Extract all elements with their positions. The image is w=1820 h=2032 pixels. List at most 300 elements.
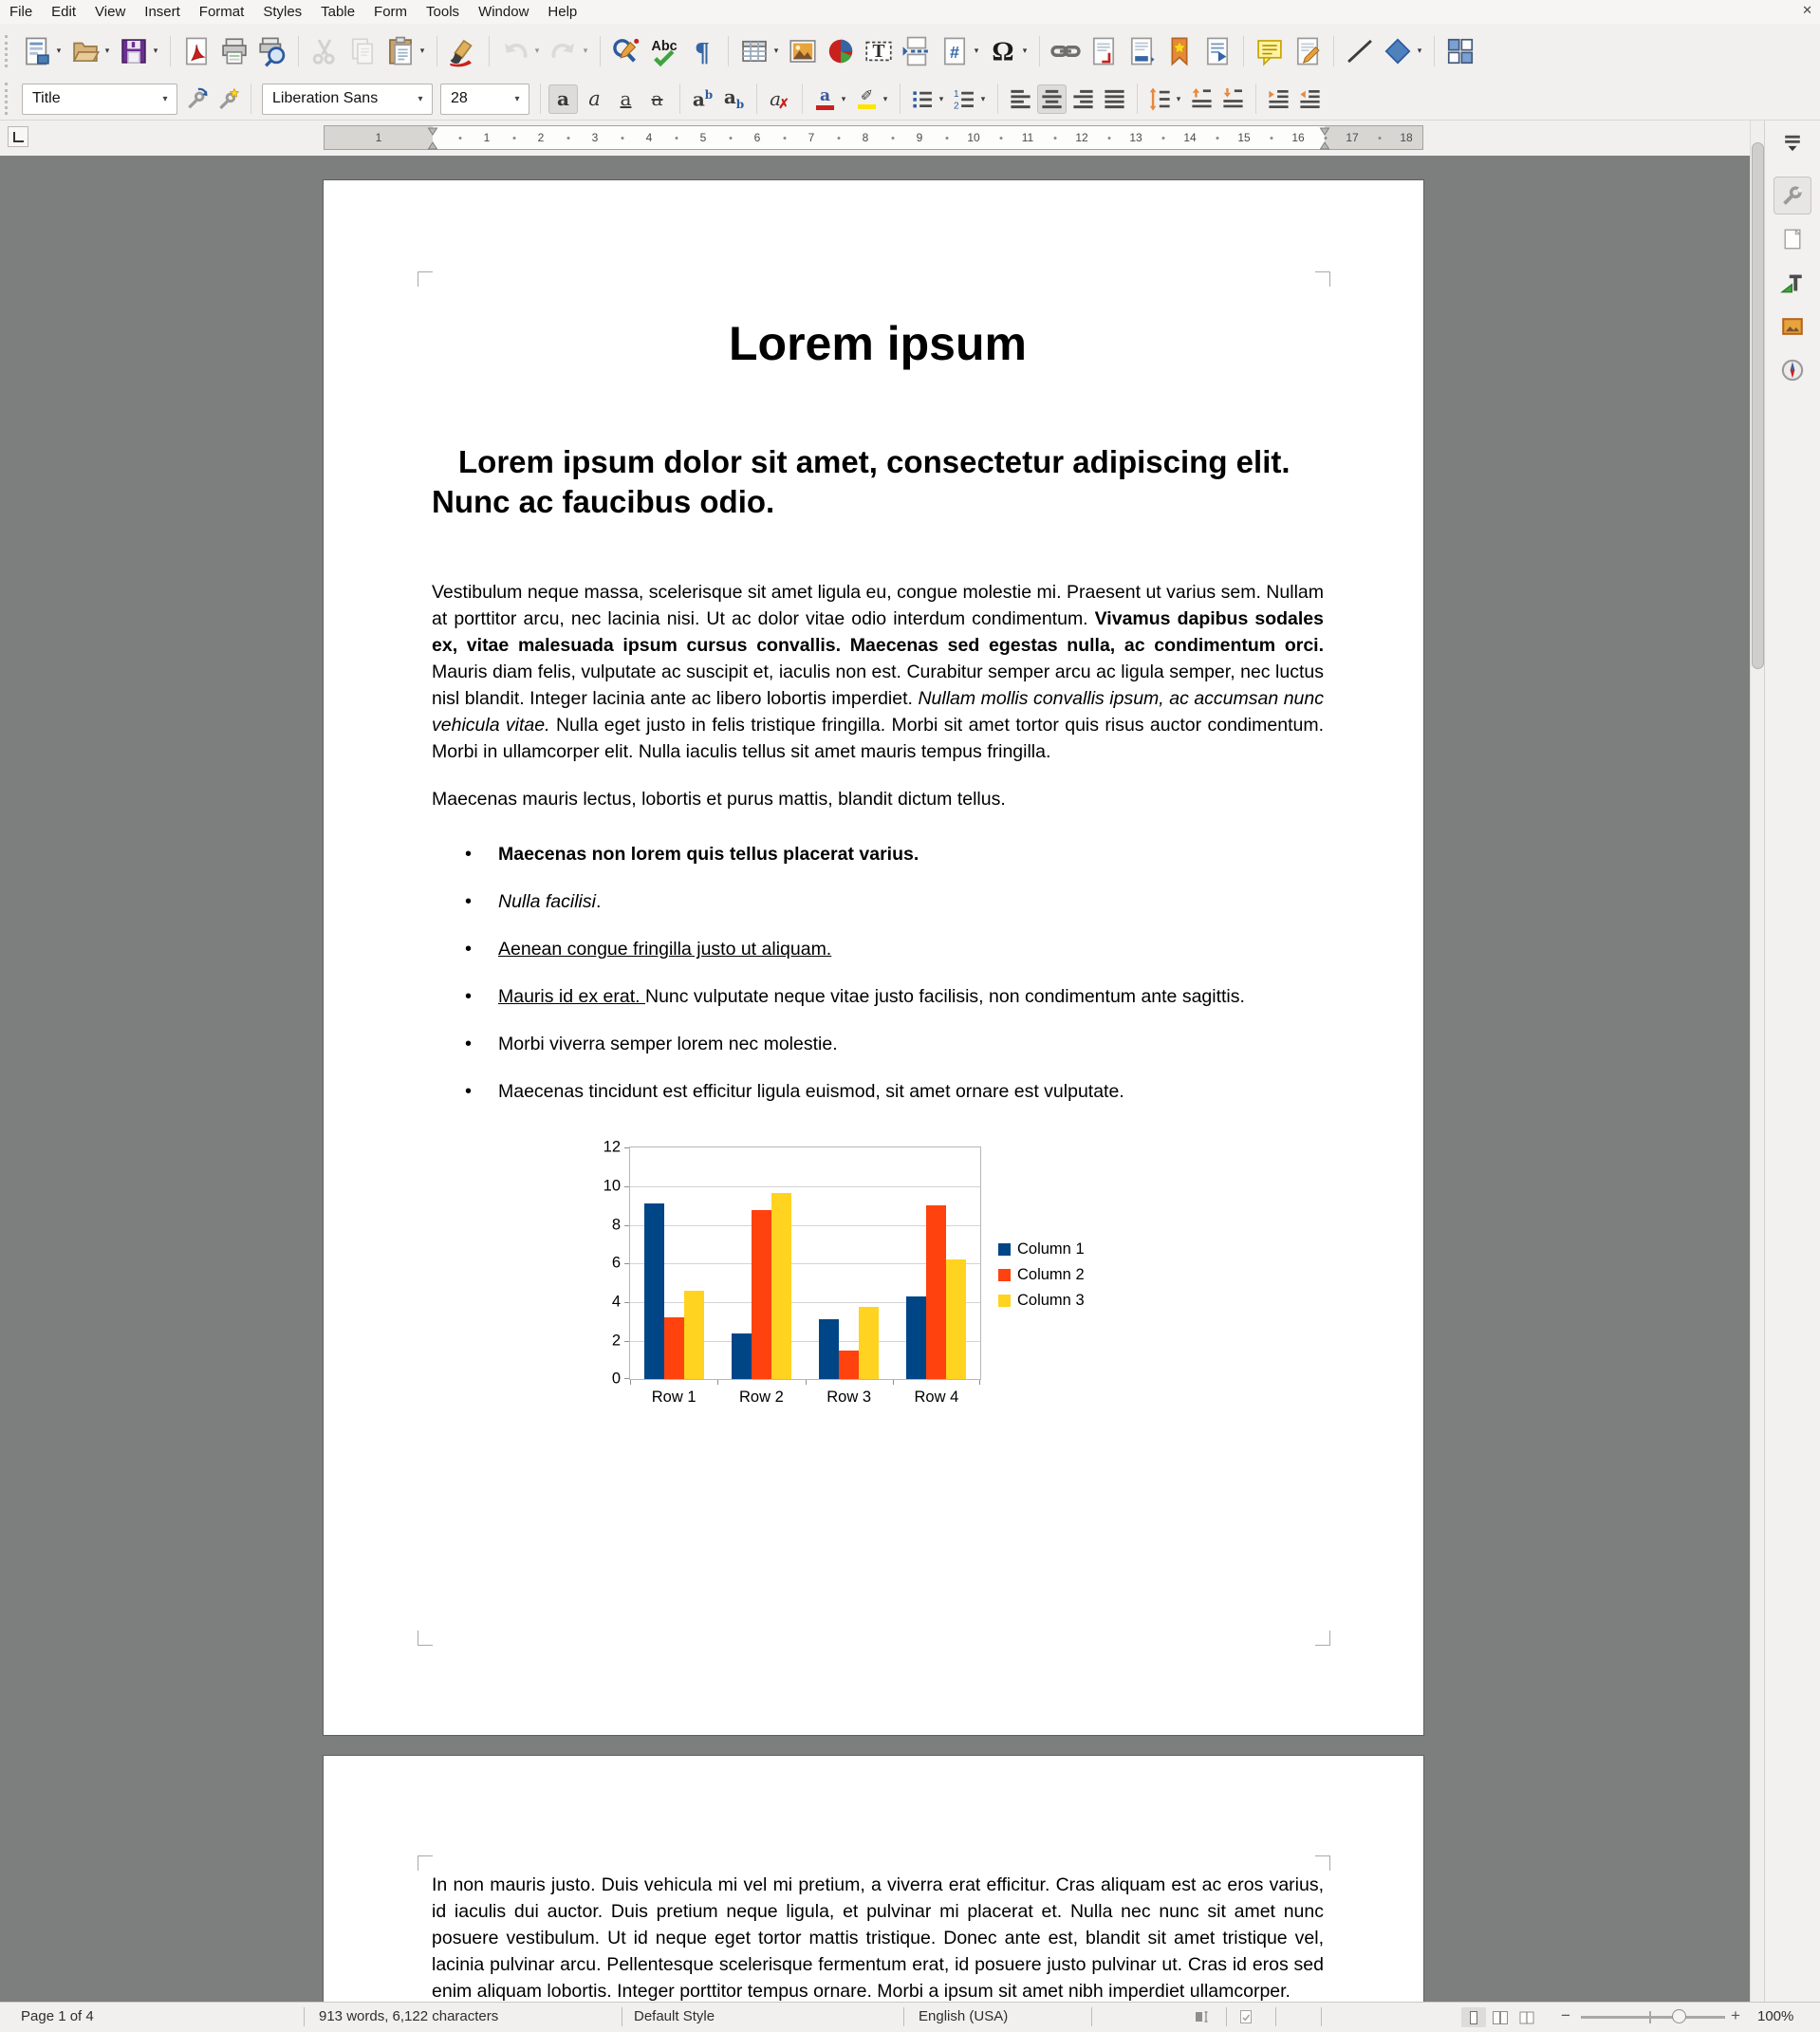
menu-items — [0, 2, 586, 22]
ruler-number: 10 — [967, 131, 980, 144]
chevron-down-icon[interactable]: ▾ — [162, 93, 168, 104]
legend-item — [998, 1262, 1085, 1288]
find-and-replace-button[interactable] — [608, 33, 644, 69]
paragraph-style-combo[interactable] — [22, 84, 177, 115]
insert-hyperlink-icon — [1049, 35, 1082, 67]
ruler-number: 13 — [1129, 131, 1142, 144]
chart-x-category-label: Row 1 — [651, 1389, 696, 1407]
insert-table-icon — [738, 35, 771, 67]
font-name-combo[interactable] — [262, 84, 433, 115]
italic-button[interactable] — [580, 84, 609, 114]
update-style-button[interactable] — [182, 84, 212, 114]
align-right-icon — [1070, 86, 1096, 112]
toolbar-separator — [170, 36, 171, 66]
copy-button[interactable] — [344, 33, 381, 69]
insert-cross-reference-icon — [1201, 35, 1234, 67]
standard-toolbar — [0, 24, 1820, 79]
gallery-icon — [1780, 314, 1805, 339]
basic-shapes-icon — [1382, 35, 1414, 67]
chart-y-tick-label: 6 — [611, 1254, 621, 1272]
clear-formatting-button[interactable] — [765, 84, 794, 114]
list-item: • Maecenas non lorem quis tellus placerat varius. — [432, 841, 1324, 867]
ruler — [0, 120, 1765, 156]
insert-comment-icon — [1254, 35, 1286, 67]
chart-x-category-label: Row 2 — [738, 1389, 784, 1407]
zoom-slider-thumb[interactable] — [1672, 2009, 1686, 2023]
paragraph-style-value: Title — [32, 90, 61, 106]
insert-mode-icon[interactable] — [1194, 2008, 1211, 2025]
chevron-down-icon[interactable]: ▾ — [514, 93, 520, 104]
chevron-down-icon[interactable]: ▾ — [1176, 93, 1181, 103]
clone-formatting-button[interactable] — [445, 33, 481, 69]
status-bar — [0, 2002, 1820, 2032]
insert-field-button[interactable] — [937, 33, 983, 69]
insert-comment-button[interactable] — [1252, 33, 1288, 69]
page-1[interactable] — [324, 180, 1423, 1735]
chart-legend — [998, 1237, 1085, 1314]
menu-table[interactable]: Table — [321, 4, 356, 20]
chevron-down-icon[interactable]: ▾ — [153, 46, 158, 55]
italic-icon: a — [588, 86, 601, 110]
ruler-tick — [1378, 137, 1381, 140]
strikethrough-icon: a — [651, 87, 663, 110]
save-button[interactable] — [116, 33, 162, 69]
menu-bar — [0, 0, 1820, 24]
text-boundary-corner — [1315, 1855, 1330, 1871]
ruler-tick — [837, 137, 840, 140]
navigator-icon — [1780, 358, 1805, 382]
increase-indent-icon — [1266, 86, 1291, 112]
toolbar-separator — [997, 84, 998, 114]
chart-gridline — [630, 1186, 980, 1187]
export-pdf-button[interactable] — [178, 33, 214, 69]
list-item: • Mauris id ex erat. Nunc vulputate neque vitae justo facilisis, non condimentum ante sagittis. — [432, 983, 1324, 1010]
chevron-down-icon[interactable]: ▾ — [56, 46, 62, 55]
page-2[interactable] — [324, 1756, 1423, 2003]
insert-special-character-icon — [987, 35, 1019, 67]
chevron-down-icon[interactable]: ▾ — [882, 93, 888, 103]
toolbar-grip[interactable] — [5, 83, 10, 115]
insert-page-break-icon — [901, 35, 933, 67]
chevron-down-icon[interactable]: ▾ — [419, 46, 425, 55]
toolbar-separator — [728, 36, 729, 66]
ruler-number: 15 — [1237, 131, 1251, 144]
decrease-indent-button[interactable] — [1295, 84, 1325, 114]
toolbar-separator — [802, 84, 803, 114]
text-boundary-corner — [418, 1855, 433, 1871]
ruler-number: 5 — [699, 131, 707, 144]
paste-button[interactable] — [382, 33, 429, 69]
document-title: Lorem ipsum — [729, 317, 1027, 370]
chart-x-category-label: Row 4 — [914, 1389, 959, 1407]
ruler-tick — [1053, 137, 1056, 140]
document-canvas[interactable] — [0, 156, 1751, 2003]
spelling-button[interactable] — [646, 33, 682, 69]
decrease-paragraph-spacing-button[interactable] — [1218, 84, 1248, 114]
print-icon — [218, 35, 251, 67]
chevron-down-icon[interactable]: ▾ — [1022, 46, 1028, 55]
zoom-level[interactable]: 100% — [1757, 2008, 1794, 2024]
formatting-toolbar — [0, 78, 1820, 121]
sidebar-tab-bar — [1764, 120, 1820, 2003]
toolbar-separator — [1243, 36, 1244, 66]
text-boundary-corner — [1315, 271, 1330, 287]
chart-bar-row3-column1 — [819, 1319, 839, 1379]
subscript-icon: $a_b$ — [723, 85, 745, 111]
print-button[interactable] — [216, 33, 252, 69]
chevron-down-icon[interactable]: ▾ — [418, 93, 423, 104]
toolbar-separator — [600, 36, 601, 66]
chart-x-category-label: Row 3 — [826, 1389, 872, 1407]
page-icon — [1780, 227, 1805, 252]
export-pdf-icon — [180, 35, 213, 67]
font-size-value: 28 — [451, 90, 468, 106]
save-icon — [118, 35, 150, 67]
ruler-number: 3 — [591, 131, 599, 144]
zoom-in-button[interactable]: + — [1731, 2006, 1740, 2024]
sidebar-tab-properties[interactable] — [1774, 177, 1811, 214]
menu-form[interactable]: Form — [374, 4, 408, 20]
svg-text:2: 2 — [954, 101, 959, 112]
list-item: • Morbi viverra semper lorem nec molestie. — [432, 1031, 1324, 1057]
toolbar-separator — [1434, 36, 1435, 66]
menu-styles[interactable]: Styles — [263, 4, 303, 20]
paragraph: In non mauris justo. Duis vehicula mi vel mi pretium, a viverra erat efficitur. Cras aliquam est ac eros varius, id iaculis dui auctor. Duis pretium neque ligula, et pulvinar mi placerat et. Nulla nec nunc sit amet nunc posuere vestibulum. Ut id neque eget tortor mattis tristique. Donec ante est, blandit sit amet tristique vel, lacinia pulvinar arcu. Pellentesque scelerisque fermentum erat, id posuere justo pulvinar ut. Cras id eros sed enim aliquam lobortis. Integer porttitor tempus ornare. Morbi a ipsum sit amet nibh imperdiet ullamcorper. — [432, 1874, 1324, 2002]
chart-bar-row2-column2 — [752, 1210, 771, 1380]
svg-text:Abc: Abc — [651, 38, 678, 54]
zoom-out-button[interactable]: − — [1561, 2006, 1570, 2024]
align-left-icon — [1008, 86, 1033, 112]
insert-line-button[interactable] — [1342, 33, 1378, 69]
close-document-icon[interactable]: ✕ — [1802, 3, 1812, 17]
insert-endnote-button[interactable] — [1124, 33, 1160, 69]
ruler-number: 12 — [1075, 131, 1088, 144]
svg-text:#: # — [950, 42, 959, 62]
sidebar-tab-page[interactable] — [1774, 220, 1811, 258]
ruler-number: 11 — [1021, 131, 1034, 144]
toolbar-separator — [298, 36, 299, 66]
toolbar-separator — [756, 84, 757, 114]
print-preview-icon — [256, 35, 288, 67]
paste-icon — [384, 35, 417, 67]
menu-format[interactable]: Format — [198, 4, 245, 20]
toolbar-separator — [1255, 84, 1256, 114]
highlight-color-button[interactable] — [852, 84, 892, 114]
insert-bookmark-icon — [1163, 35, 1196, 67]
page-number-status[interactable]: Page 1 of 4 — [21, 2008, 94, 2024]
open-icon — [69, 35, 102, 67]
multi-page-view-button[interactable] — [1488, 2007, 1513, 2027]
chart-bar-row4-column3 — [946, 1259, 966, 1379]
svg-text:¶: ¶ — [695, 36, 710, 67]
ruler-number: 8 — [862, 131, 869, 144]
ordered-list-button[interactable] — [950, 84, 990, 114]
insert-bookmark-button[interactable] — [1161, 33, 1198, 69]
chart-bar-row4-column2 — [926, 1205, 946, 1379]
legend-swatch — [998, 1243, 1011, 1256]
toolbar-separator — [489, 36, 490, 66]
chart-bar-row1-column1 — [644, 1203, 664, 1379]
digital-signature-icon[interactable] — [1237, 2008, 1254, 2025]
chevron-down-icon[interactable]: ▾ — [773, 46, 779, 55]
ruler-tick — [999, 137, 1002, 140]
scrollbar-thumb[interactable] — [1752, 142, 1764, 669]
insert-chart-button[interactable] — [823, 33, 859, 69]
underline-icon: a — [620, 87, 632, 110]
clear-formatting-icon: a ✗ — [770, 87, 789, 111]
svg-text:Ω: Ω — [992, 35, 1014, 66]
insert-image-icon — [787, 35, 819, 67]
right-indent-marker[interactable] — [1320, 127, 1330, 155]
chevron-down-icon[interactable]: ▾ — [1417, 46, 1422, 55]
bullet-list — [432, 841, 1324, 1105]
cut-icon — [308, 35, 341, 67]
toolbar-separator — [900, 84, 901, 114]
chart-y-tick-label: 8 — [611, 1216, 621, 1234]
chart-bar-row1-column3 — [684, 1291, 704, 1380]
chevron-down-icon[interactable]: ▾ — [974, 46, 979, 55]
basic-shapes-button[interactable] — [1380, 33, 1426, 69]
toolbar-separator — [1137, 84, 1138, 114]
tab-stop-selector-icon[interactable] — [8, 126, 28, 147]
insert-field-icon — [938, 35, 971, 67]
insert-chart-icon — [825, 35, 857, 67]
menu-insert[interactable]: Insert — [144, 4, 180, 20]
insert-footnote-button[interactable] — [1086, 33, 1122, 69]
menu-tools[interactable]: Tools — [426, 4, 460, 20]
chart-bar-row2-column1 — [732, 1333, 752, 1380]
list-item: • Maecenas tincidunt est efficitur ligula euismod, sit amet ornare est vulputate. — [432, 1078, 1324, 1105]
new-style-button[interactable] — [214, 84, 243, 114]
sidebar-tab-navigator[interactable] — [1774, 351, 1811, 389]
menu-file[interactable]: File — [9, 4, 33, 20]
legend-item — [998, 1288, 1085, 1314]
chart-y-tick-label: 0 — [611, 1370, 621, 1388]
ruler-tick — [512, 137, 515, 140]
ordered-list-icon — [952, 86, 977, 112]
font-size-combo[interactable] — [440, 84, 529, 115]
zoom-slider-notch — [1649, 2011, 1651, 2023]
ruler-number: 1 — [483, 131, 491, 144]
ruler-tick — [1270, 137, 1272, 140]
language-status[interactable]: English (USA) — [919, 2008, 1009, 2024]
justify-icon — [1102, 86, 1127, 112]
chart-y-tick-label: 10 — [603, 1177, 621, 1195]
font-color-icon: a — [812, 86, 838, 112]
justify-button[interactable] — [1100, 84, 1129, 114]
redo-button[interactable] — [546, 33, 592, 69]
svg-text:1: 1 — [954, 88, 959, 100]
ruler-tick — [675, 137, 678, 140]
zoom-slider[interactable] — [1581, 2016, 1725, 2019]
increase-paragraph-spacing-button[interactable] — [1187, 84, 1216, 114]
sidebar-tab-styles[interactable] — [1774, 264, 1811, 302]
ruler-number: 7 — [808, 131, 815, 144]
unordered-list-button[interactable] — [908, 84, 948, 114]
insert-special-character-button[interactable] — [985, 33, 1031, 69]
new-document-icon — [21, 35, 53, 67]
chart-plot-area — [603, 1138, 981, 1407]
menu-help[interactable]: Help — [548, 4, 578, 20]
ruler-number: 4 — [645, 131, 653, 144]
vertical-scrollbar[interactable] — [1750, 120, 1765, 2003]
ruler-tick — [1161, 137, 1164, 140]
text-boundary-corner — [418, 1631, 433, 1646]
redo-icon — [548, 35, 580, 67]
single-page-view-button[interactable] — [1461, 2007, 1486, 2027]
ruler-number: 16 — [1291, 131, 1305, 144]
chart-y-tick-label: 2 — [611, 1332, 621, 1350]
insert-hyperlink-button[interactable] — [1048, 33, 1084, 69]
menu-window[interactable]: Window — [478, 4, 529, 20]
update-style-icon — [184, 86, 210, 112]
insert-line-icon — [1344, 35, 1376, 67]
ruler-number: 14 — [1183, 131, 1197, 144]
menu-edit[interactable]: Edit — [51, 4, 77, 20]
ruler-number: 9 — [916, 131, 923, 144]
line-spacing-button[interactable] — [1145, 84, 1185, 114]
superscript-button[interactable] — [688, 84, 717, 114]
insert-cross-reference-button[interactable] — [1199, 33, 1235, 69]
chevron-down-icon[interactable]: ▾ — [583, 46, 588, 55]
bold-icon: a — [557, 87, 569, 110]
toolbar-separator — [540, 84, 541, 114]
chevron-down-icon[interactable]: ▾ — [980, 93, 986, 103]
font-color-button[interactable] — [810, 84, 850, 114]
page-style-status[interactable]: Default Style — [634, 2008, 715, 2024]
chevron-down-icon[interactable]: ▾ — [938, 93, 944, 103]
ruler-tick — [1216, 137, 1218, 140]
gallery-button[interactable] — [1442, 33, 1478, 69]
chart-bar-row3-column3 — [859, 1307, 879, 1379]
bold-button[interactable] — [548, 84, 578, 114]
svg-text:T: T — [872, 41, 885, 62]
highlight-color-icon: ✐ — [854, 86, 880, 112]
toolbar-separator — [1333, 36, 1334, 66]
ruler-number: 2 — [537, 131, 545, 144]
insert-table-button[interactable] — [736, 33, 783, 69]
align-center-button[interactable] — [1037, 84, 1067, 114]
menu-view[interactable]: View — [95, 4, 126, 20]
font-name-value: Liberation Sans — [272, 90, 379, 106]
paragraph: Maecenas mauris lectus, lobortis et purus mattis, blandit dictum tellus. — [432, 789, 1006, 811]
ruler-tick — [783, 137, 786, 140]
legend-swatch — [998, 1295, 1011, 1307]
decrease-indent-icon — [1297, 86, 1323, 112]
book-view-button[interactable] — [1514, 2007, 1539, 2027]
toolbar-separator — [679, 84, 680, 114]
ruler-tick — [621, 137, 623, 140]
track-changes-button[interactable] — [1290, 33, 1326, 69]
chart-y-tick-label: 4 — [611, 1293, 621, 1311]
left-indent-marker[interactable] — [428, 127, 438, 155]
sidebar-tab-sidebar-settings[interactable] — [1774, 123, 1811, 161]
legend-item — [998, 1237, 1085, 1262]
ruler-tick — [945, 137, 948, 140]
styles-icon — [1780, 270, 1805, 295]
ruler-tick — [729, 137, 732, 140]
ruler-number: 17 — [1346, 131, 1359, 144]
ruler-tick — [891, 137, 894, 140]
ruler-tick — [458, 137, 461, 140]
gallery-icon — [1444, 35, 1476, 67]
insert-endnote-icon — [1125, 35, 1158, 67]
new-document-button[interactable] — [19, 33, 65, 69]
find-and-replace-icon — [610, 35, 642, 67]
ruler-tick — [566, 137, 569, 140]
line-spacing-icon — [1147, 86, 1173, 112]
document-heading: Lorem ipsum dolor sit amet, consectetur adipiscing elit. Nunc ac faucibus odio. — [432, 444, 1291, 520]
toolbar-separator — [1039, 36, 1040, 66]
insert-footnote-icon — [1087, 35, 1120, 67]
formatting-marks-button[interactable] — [684, 33, 720, 69]
word-count-status[interactable]: 913 words, 6,122 characters — [319, 2008, 499, 2024]
insert-page-break-button[interactable] — [899, 33, 935, 69]
toolbar-grip[interactable] — [5, 35, 10, 67]
text-boundary-corner — [1315, 1631, 1330, 1646]
chart-bar-row3-column2 — [839, 1351, 859, 1380]
open-button[interactable] — [67, 33, 114, 69]
legend-label: Column 1 — [1017, 1240, 1085, 1258]
list-item: • Aenean congue fringilla justo ut aliquam. — [432, 936, 1324, 962]
ruler-margin-number: 1 — [375, 131, 382, 144]
align-right-button[interactable] — [1068, 84, 1098, 114]
bar-chart[interactable] — [597, 1139, 1114, 1428]
track-changes-icon — [1291, 35, 1324, 67]
print-preview-button[interactable] — [254, 33, 290, 69]
formatting-marks-icon — [686, 35, 718, 67]
align-left-button[interactable] — [1006, 84, 1035, 114]
chart-bar-row4-column1 — [906, 1296, 926, 1379]
insert-image-button[interactable] — [785, 33, 821, 69]
horizontal-ruler[interactable] — [324, 125, 1423, 150]
strikethrough-button[interactable] — [642, 84, 672, 114]
chevron-down-icon[interactable]: ▾ — [534, 46, 540, 55]
insert-text-box-icon — [863, 35, 895, 67]
legend-swatch — [998, 1269, 1011, 1281]
legend-label: Column 2 — [1017, 1266, 1085, 1284]
spelling-icon — [648, 35, 680, 67]
decrease-paragraph-spacing-icon — [1220, 86, 1246, 112]
properties-icon — [1780, 183, 1805, 208]
cut-button[interactable] — [306, 33, 343, 69]
sidebar-tab-gallery[interactable] — [1774, 308, 1811, 345]
unordered-list-icon — [910, 86, 936, 112]
new-style-icon — [215, 86, 241, 112]
increase-indent-button[interactable] — [1264, 84, 1293, 114]
paragraph: Vestibulum neque massa, scelerisque sit amet ligula eu, congue molestie mi. Praesent ut varius sem. Nullam at porttitor arcu, nec lacinia nisi. Ut ac dolor vitae odio interdum condimentum. Vivamus dapibus sodales ex, vitae malesuada ipsum cursus convallis. Maecenas sed egestas nulla, ac condimentum orci. Mauris diam felis, vulputate ac suscipit et, iaculis non est. Curabitur semper arcu ac ligula semper, nec luctus nisl blandit. Integer lacinia ante ac libero lobortis imperdiet. Nullam mollis convallis ipsum, ac accumsan nunc vehicula vitae. Nulla eget justo in felis tristique fringilla. Morbi sit amet tortor quis risus auctor condimentum. Morbi in ullamcorper elit. Nulla iaculis tellus sit amet mauris tempus fringilla. — [432, 582, 1325, 763]
sidebar-settings-icon — [1780, 130, 1805, 155]
undo-icon — [499, 35, 531, 67]
increase-paragraph-spacing-icon — [1189, 86, 1215, 112]
subscript-button[interactable] — [719, 84, 749, 114]
copy-icon — [346, 35, 379, 67]
chart-bar-row1-column2 — [664, 1317, 684, 1379]
clone-formatting-icon — [447, 35, 479, 67]
list-item: • Nulla facilisi. — [432, 888, 1324, 915]
chevron-down-icon[interactable]: ▾ — [104, 46, 110, 55]
superscript-icon: $a^b$ — [692, 87, 714, 111]
toolbar-separator — [436, 36, 437, 66]
chart-bar-row2-column3 — [771, 1193, 791, 1379]
underline-button[interactable] — [611, 84, 641, 114]
insert-text-box-button[interactable] — [861, 33, 897, 69]
chevron-down-icon[interactable]: ▾ — [841, 93, 846, 103]
undo-button[interactable] — [497, 33, 544, 69]
legend-label: Column 3 — [1017, 1292, 1085, 1310]
ruler-number: 6 — [753, 131, 761, 144]
chart-y-tick-label: 12 — [603, 1138, 621, 1156]
